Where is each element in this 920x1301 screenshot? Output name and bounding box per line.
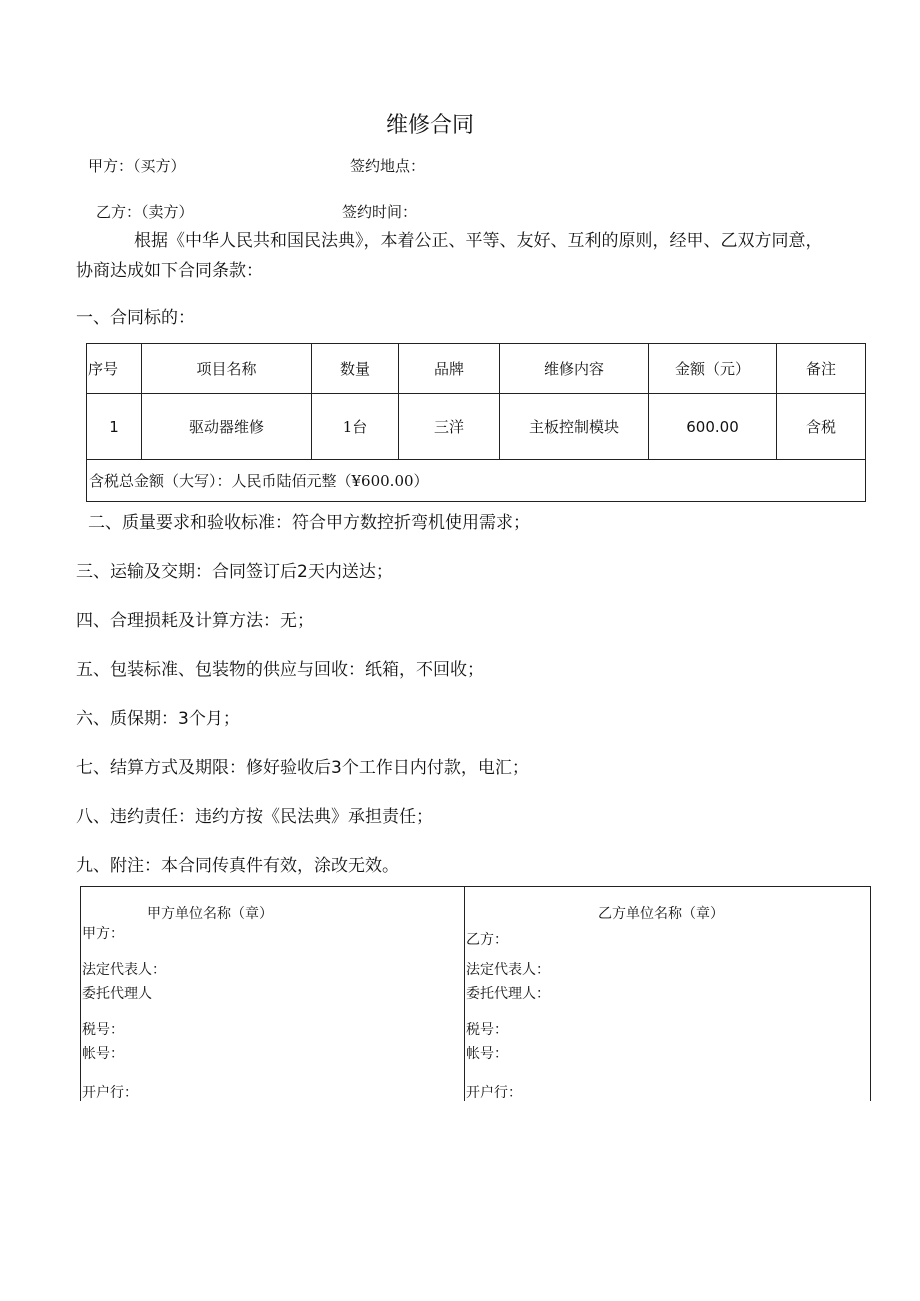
header-repair-content: 维修内容	[500, 344, 649, 394]
header-remark: 备注	[777, 344, 866, 394]
clause-3: 三、运输及交期：合同签订后2天内送达；	[76, 562, 393, 582]
signature-divider	[464, 887, 465, 1101]
cell-remark: 含税	[777, 394, 866, 460]
clause-8: 八、违约责任：违约方按《民法典》承担责任；	[76, 807, 433, 827]
party-a-label: 甲方：（买方）	[88, 157, 186, 175]
party-b-tax-no: 税号：	[466, 1022, 508, 1038]
cell-brand: 三洋	[399, 394, 500, 460]
sign-place-label: 签约地点：	[350, 157, 426, 175]
header-item-name: 项目名称	[142, 344, 312, 394]
cell-repair-content: 主板控制模块	[500, 394, 649, 460]
cell-amount: 600.00	[649, 394, 777, 460]
clause-9: 九、附注：本合同传真件有效，涂改无效。	[76, 856, 399, 876]
cell-item-name: 驱动器维修	[142, 394, 312, 460]
table-row	[87, 394, 866, 460]
document-title: 维修合同	[385, 113, 474, 138]
items-table	[86, 343, 866, 502]
party-b-bank: 开户行：	[466, 1085, 522, 1101]
table-total-row	[87, 460, 866, 502]
party-a-account: 帐号：	[82, 1046, 124, 1062]
intro-paragraph	[76, 226, 876, 286]
sign-time-label: 签约时间：	[342, 203, 418, 221]
header-brand: 品牌	[399, 344, 500, 394]
party-b-agent: 委托代理人：	[466, 986, 550, 1002]
party-a-agent: 委托代理人	[82, 986, 152, 1002]
cell-quantity: 1台	[312, 394, 399, 460]
party-a-legal-rep: 法定代表人：	[82, 962, 166, 978]
signature-table	[80, 886, 871, 1101]
clause-4: 四、合理损耗及计算方法：无；	[76, 611, 314, 631]
clause-1-heading: 一、合同标的：	[76, 308, 195, 328]
header-index: 序号	[87, 344, 142, 394]
clause-6: 六、质保期：3个月；	[76, 709, 240, 729]
party-b-unit-header: 乙方单位名称（章）	[598, 906, 724, 922]
party-b-name: 乙方：	[466, 932, 508, 948]
clause-7: 七、结算方式及期限：修好验收后3个工作日内付款，电汇；	[76, 758, 529, 778]
table-header-row	[87, 344, 866, 394]
party-a-bank: 开户行：	[82, 1085, 138, 1101]
header-amount: 金额（元）	[649, 344, 777, 394]
clause-2: 二、质量要求和验收标准：符合甲方数控折弯机使用需求；	[88, 513, 530, 533]
party-b-label: 乙方：（卖方）	[96, 203, 194, 221]
cell-index: 1	[87, 394, 142, 460]
party-b-account: 帐号：	[466, 1046, 508, 1062]
total-amount: 含税总金额（大写）：人民币陆佰元整（¥600.00）	[87, 460, 866, 502]
party-a-unit-header: 甲方单位名称（章）	[147, 906, 273, 922]
intro-line-2: 协商达成如下合同条款：	[76, 261, 263, 281]
intro-line-1: 根据《中华人民共和国民法典》，本着公正、平等、友好、互利的原则，经甲、乙双方同意，	[134, 231, 823, 251]
header-quantity: 数量	[312, 344, 399, 394]
party-a-name: 甲方：	[82, 926, 124, 942]
clause-5: 五、包装标准、包装物的供应与回收：纸箱，不回收；	[76, 660, 484, 680]
party-a-tax-no: 税号：	[82, 1022, 124, 1038]
party-b-legal-rep: 法定代表人：	[466, 962, 550, 978]
